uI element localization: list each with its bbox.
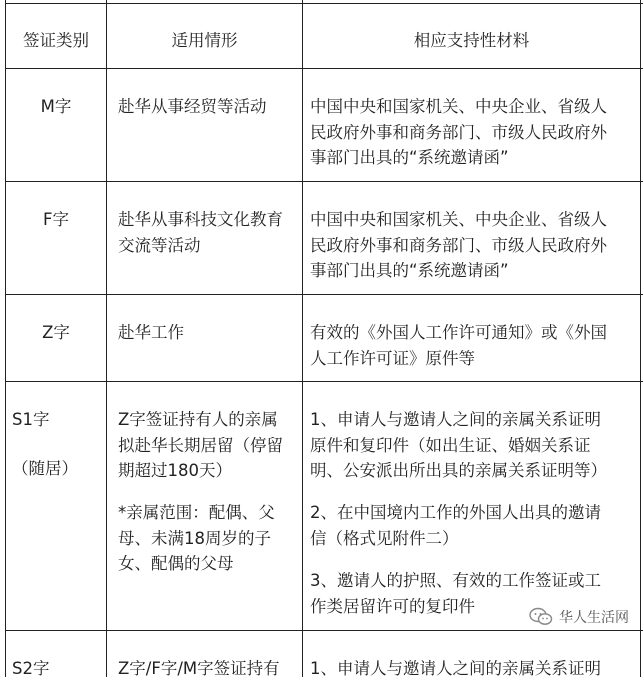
header-visa-category: 签证类别 — [23, 31, 89, 50]
materials-s1-item-1: 1、申请人与邀请人之间的亲属关系证明 原件和复印件（如出生证、婚姻关系证 明、公安派出所出具的亲属关系证明等） — [310, 410, 607, 480]
category-s1-note: （随居） — [12, 459, 78, 478]
header-materials: 相应支持性材料 — [413, 31, 530, 50]
situation-s1: Z字签证持有人的亲属 拟赴华长期居留（停留 期超过180天） — [118, 410, 283, 480]
situation-s1-note: *亲属范围：配偶、父 母、未满18周岁的子 女、配偶的父母 — [118, 503, 275, 573]
watermark — [525, 605, 633, 629]
materials-f: 中国中央和国家机关、中央企业、省级人 民政府外事和商务部门、市级人民政府外 事部门出具的“系统邀请函” — [310, 210, 607, 280]
category-f: F字 — [43, 210, 69, 229]
situation-s2: Z字/F字/M字签证持有 — [118, 659, 280, 678]
column-divider — [302, 0, 303, 677]
row-divider — [5, 630, 643, 631]
row-divider — [5, 294, 643, 295]
materials-s2: 1、申请人与邀请人之间的亲属关系证明 — [310, 659, 601, 678]
wechat-icon — [529, 607, 553, 627]
situation-f: 赴华从事科技文化教育 交流等活动 — [118, 210, 283, 255]
table-border-top — [5, 3, 643, 4]
column-divider — [106, 0, 107, 677]
category-z: Z字 — [42, 323, 70, 342]
header-divider — [5, 68, 643, 69]
header-situation: 适用情形 — [171, 31, 238, 50]
watermark-text: 华人生活网 — [559, 610, 629, 626]
situation-m: 赴华从事经贸等活动 — [118, 97, 267, 116]
materials-z: 有效的《外国人工作许可通知》或《外国 人工作许可证》原件等 — [310, 323, 607, 368]
materials-m: 中国中央和国家机关、中央企业、省级人 民政府外事和商务部门、市级人民政府外 事部门出具的“系统邀请函” — [310, 97, 607, 167]
situation-z: 赴华工作 — [118, 323, 184, 342]
table-border-right — [640, 0, 641, 677]
category-m: M字 — [40, 97, 72, 116]
category-s1: S1字 — [12, 410, 50, 429]
row-divider — [5, 381, 643, 382]
materials-s1-item-3: 3、邀请人的护照、有效的工作签证或工 作类居留许可的复印件 — [310, 571, 601, 616]
row-divider — [5, 181, 643, 182]
materials-s1-item-2: 2、在中国境内工作的外国人出具的邀请 信（格式见附件二） — [310, 503, 601, 548]
category-s2: S2字 — [12, 659, 50, 678]
